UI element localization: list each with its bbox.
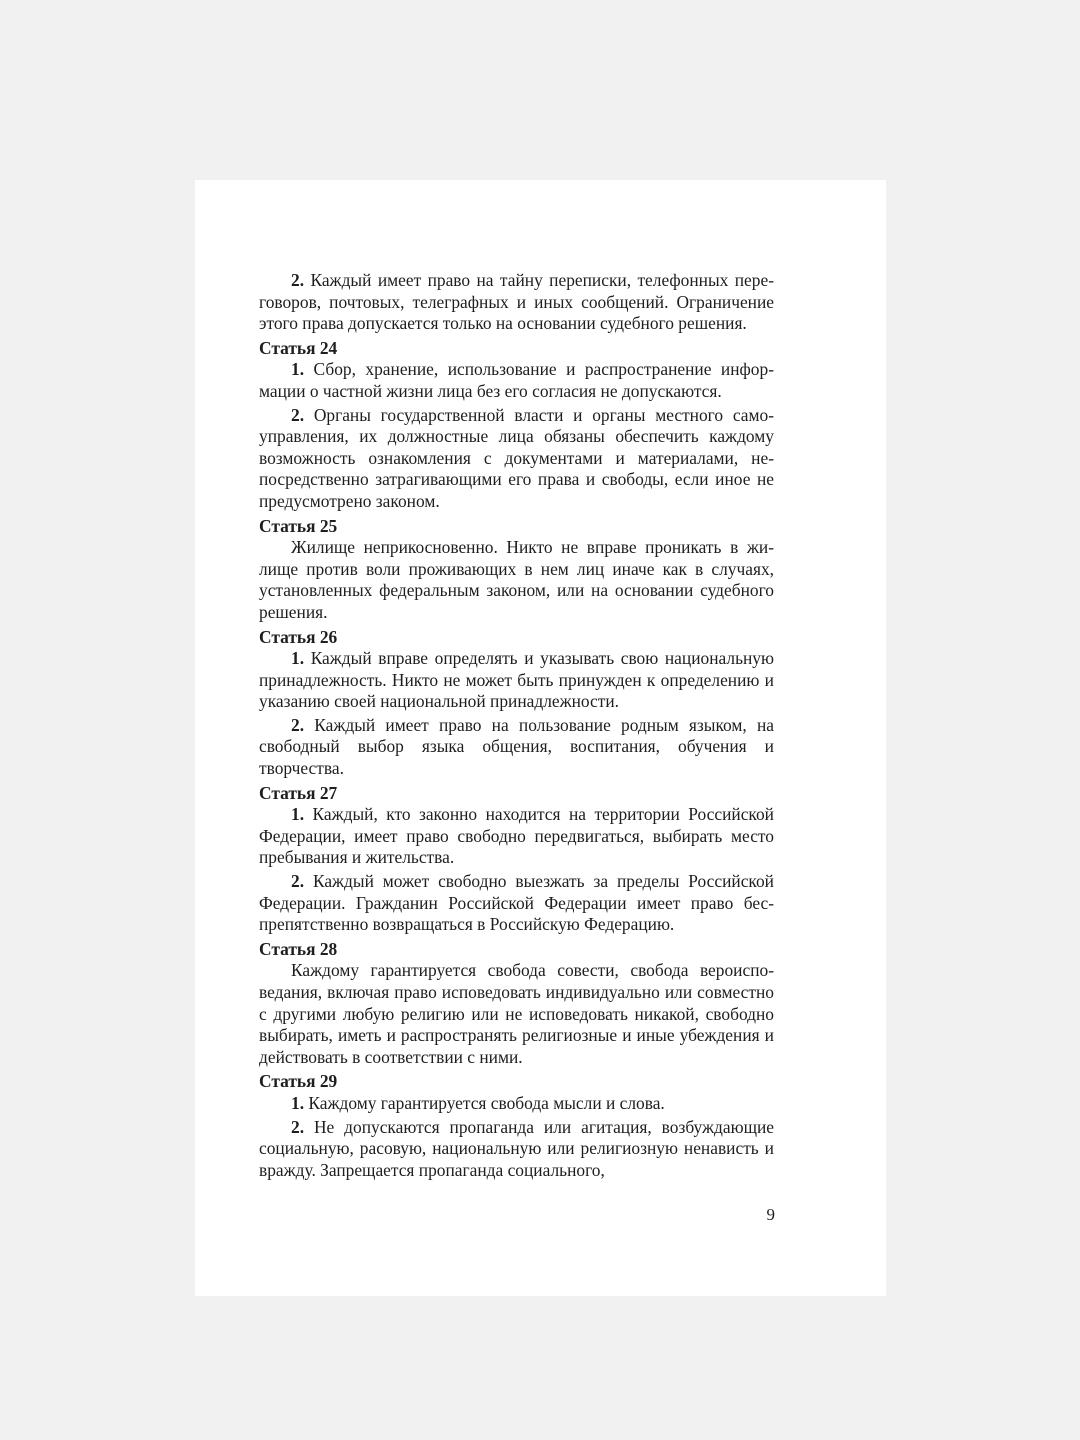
article-paragraph	[259, 1117, 774, 1182]
paragraph-text: Каждый может свободно выезжать за пределы Российской Федерации. Гражданин Российской Федерации имеет право беспрепятственно возвращаться в Российскую Федерацию.	[259, 871, 774, 935]
paragraph-number: 2.	[291, 404, 305, 425]
article-paragraph	[259, 715, 774, 780]
paragraph-text: Каждый имеет право на пользование родным языком, на свободный выбор языка общения, воспитания, обучения и творчества.	[259, 714, 774, 779]
paragraph-number: 1.	[291, 1092, 305, 1113]
paragraph-number: 1.	[291, 359, 305, 380]
article-paragraph	[259, 1093, 774, 1115]
paragraph-text: Жилище неприкосновенно. Никто не вправе проникать в жилище против воли проживающих в нем лиц иначе как в случаях, установленных федеральным законом, или на основании судебного решения.	[259, 537, 774, 622]
page-number: 9	[766, 1205, 775, 1224]
paragraph-number: 2.	[291, 270, 305, 290]
paragraph-text: Каждому гарантируется свобода совести, свобода вероисповедания, включая право исповедовать индивидуально или совместно с другими любую религию или не исповедовать никакой, свободно выбирать, иметь и распространять религиозные и иные убеждения и действовать в соответствии с ними.	[259, 960, 774, 1067]
paragraph-number: 2.	[291, 1116, 305, 1137]
paragraph-text: Каждый имеет право на тайну переписки, телефонных переговоров, почтовых, телеграфных и иных сообщений. Ограничение этого права допускается только на основании судебного решения.	[259, 270, 774, 334]
article-paragraph	[259, 648, 774, 713]
paragraph-text: Органы государственной власти и органы местного самоуправления, их должностные лица обязаны обеспечить каждому возможность ознакомления с документами и материалами, непосредственно затрагивающими его права и свободы, если иное не предусмотрено законом.	[259, 404, 774, 511]
article-heading: Статья 26	[259, 626, 338, 647]
paragraph-text: Не допускаются пропаганда или агитация, возбуждающие социальную, расовую, национальную или религиозную ненависть и вражду. Запрещается пропаганда социального,	[259, 1116, 774, 1180]
book-page	[195, 180, 886, 1296]
article-heading: Статья 27	[259, 782, 338, 803]
article-heading: Статья 24	[259, 337, 338, 358]
article-paragraph	[259, 537, 774, 623]
paragraph-number: 1.	[291, 804, 305, 825]
page-text	[259, 270, 774, 1183]
article-paragraph	[259, 804, 774, 869]
paragraph-text: Каждому гарантируется свобода мысли и слова.	[308, 1092, 665, 1113]
paragraph-text: Сбор, хранение, использование и распространение информации о частной жизни лица без его согласия не допускаются.	[259, 359, 774, 401]
article-heading: Статья 25	[259, 515, 338, 536]
article-heading: Статья 28	[259, 938, 338, 959]
article-heading: Статья 29	[259, 1071, 338, 1092]
paragraph-number: 1.	[291, 648, 305, 669]
paragraph-text: Каждый, кто законно находится на территории Российской Федерации, имеет право свободно передвигаться, выбирать место пребывания и жительства.	[259, 804, 774, 868]
article-paragraph	[259, 359, 774, 402]
paragraph-text: Каждый вправе определять и указывать свою национальную принадлежность. Никто не может быть принужден к определению и указанию своей национальной принадлежности.	[259, 648, 774, 712]
article-paragraph	[259, 270, 774, 335]
article-paragraph	[259, 871, 774, 936]
paragraph-number: 2.	[291, 871, 305, 892]
article-paragraph	[259, 960, 774, 1068]
article-paragraph	[259, 405, 774, 513]
paragraph-number: 2.	[291, 714, 305, 735]
